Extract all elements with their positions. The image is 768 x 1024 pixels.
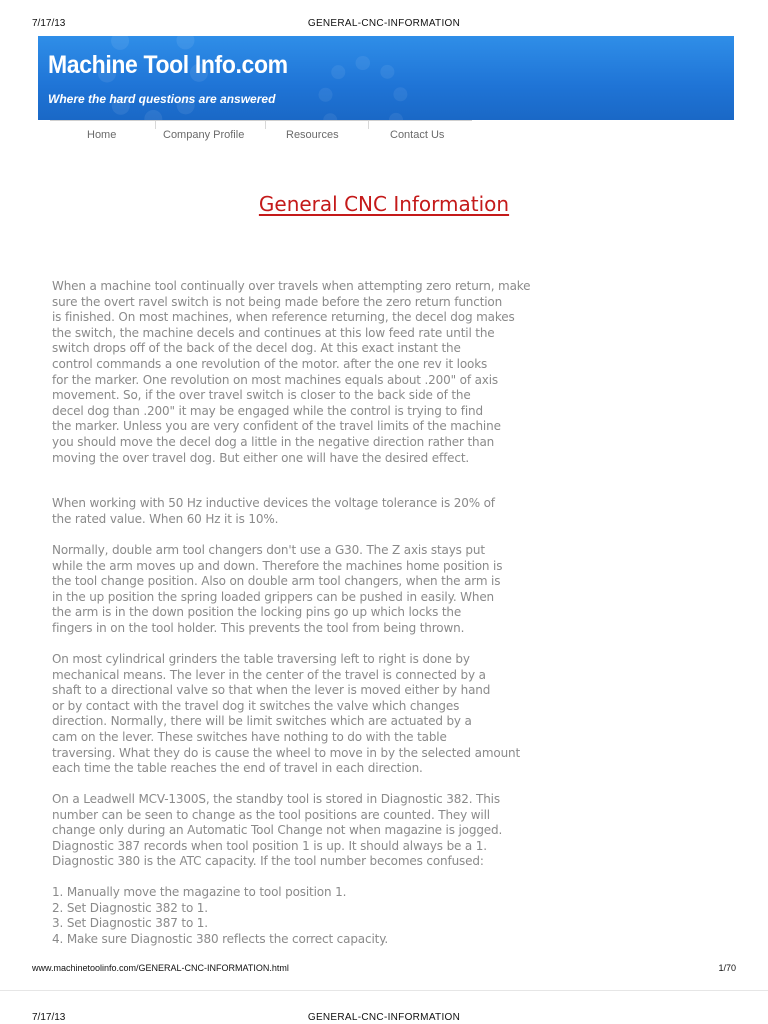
site-tagline: Where the hard questions are answered (48, 92, 276, 106)
paragraph-voltage-tolerance (52, 496, 532, 527)
print-footer-page-number: 1/70 (718, 963, 736, 973)
list-item: 2. Set Diagnostic 382 to 1. (52, 900, 208, 915)
text-line: the switch, the machine decels and continues at this low feed rate until the (52, 325, 495, 340)
text-line: switch drops off of the back of the decel dog. At this exact instant the (52, 341, 461, 356)
page-title: General CNC Information (258, 192, 510, 216)
text-line: you should move the decel dog a little in the negative direction rather than (52, 434, 495, 449)
text-line: number can be seen to change as the tool positions are counted. They will (52, 807, 490, 822)
list-item: 1. Manually move the magazine to tool position 1. (52, 885, 347, 899)
print-header-title: GENERAL-CNC-INFORMATION (307, 18, 461, 29)
nav-divider (265, 121, 266, 129)
paragraph-zero-return (52, 279, 532, 466)
text-line: decel dog than .200" it may be engaged while the control is trying to find (52, 403, 483, 418)
nav-item-company-profile[interactable]: Company Profile (163, 129, 245, 141)
nav-item-home[interactable]: Home (87, 129, 117, 141)
paragraph-leadwell (52, 792, 532, 870)
text-line: Diagnostic 387 records when tool position 1 is up. It should always be a 1. (52, 838, 487, 853)
print-header-date: 7/17/13 (32, 18, 66, 29)
text-line: shaft to a directional valve so that when the lever is moved either by hand (52, 683, 491, 698)
nav-divider (368, 121, 369, 129)
text-line: direction. Normally, there will be limit switches which are actuated by a (52, 714, 472, 729)
text-line: or by contact with the travel dog it switches the valve which changes (52, 698, 460, 713)
text-line: the arm is in the down position the locking pins go up which locks the (52, 605, 462, 620)
paragraph-cylindrical-grinders (52, 652, 532, 777)
text-line: fingers in on the tool holder. This prevents the tool from being thrown. (52, 620, 465, 635)
text-line: while the arm moves up and down. Therefore the machines home position is (52, 558, 503, 573)
text-line: When a machine tool continually over travels when attempting zero return, make (52, 279, 531, 293)
text-line: When working with 50 Hz inductive devices the voltage tolerance is 20% of (52, 496, 495, 510)
text-line: On a Leadwell MCV-1300S, the standby tool is stored in Diagnostic 382. This (52, 792, 500, 806)
site-banner (38, 36, 734, 120)
nav-item-resources[interactable]: Resources (286, 129, 339, 141)
text-line: control commands a one revolution of the motor. after the one rev it looks (52, 356, 488, 371)
text-line: the marker. Unless you are very confident of the travel limits of the machine (52, 419, 501, 434)
print-header-date: 7/17/13 (32, 1012, 66, 1023)
gear-decoration-icon (318, 56, 408, 120)
text-line: for the marker. One revolution on most machines equals about .200" of axis (52, 372, 499, 387)
main-nav (50, 120, 472, 150)
text-line: Normally, double arm tool changers don't use a G30. The Z axis stays put (52, 543, 485, 557)
text-line: On most cylindrical grinders the table traversing left to right is done by (52, 652, 470, 666)
site-title[interactable]: Machine Tool Info.com (48, 51, 288, 79)
text-line: the tool change position. Also on double arm tool changers, when the arm is (52, 574, 501, 589)
paragraph-tool-changers (52, 543, 532, 637)
text-line: sure the overt ravel switch is not being made before the zero return function (52, 294, 503, 309)
text-line: Diagnostic 380 is the ATC capacity. If the tool number becomes confused: (52, 854, 484, 869)
nav-divider (155, 121, 156, 129)
text-line: the rated value. When 60 Hz it is 10%. (52, 511, 279, 526)
text-line: in the up position the spring loaded grippers can be pushed in easily. When (52, 589, 495, 604)
list-item: 3. Set Diagnostic 387 to 1. (52, 916, 208, 931)
page-divider (0, 990, 768, 991)
text-line: moving the over travel dog. But either one will have the desired effect. (52, 450, 470, 465)
steps-list (52, 885, 532, 947)
nav-item-contact-us[interactable]: Contact Us (390, 129, 445, 141)
text-line: cam on the lever. These switches have nothing to do with the table (52, 729, 447, 744)
text-line: is finished. On most machines, when reference returning, the decel dog makes (52, 310, 515, 325)
list-item: 4. Make sure Diagnostic 380 reflects the correct capacity. (52, 931, 389, 946)
text-line: movement. So, if the over travel switch is closer to the back side of the (52, 388, 471, 403)
text-line: mechanical means. The lever in the center of the travel is connected by a (52, 667, 486, 682)
print-footer-url[interactable]: www.machinetoolinfo.com/GENERAL-CNC-INFORMATION.html (32, 963, 289, 973)
text-line: change only during an Automatic Tool Change not when magazine is jogged. (52, 823, 503, 838)
text-line: each time the table reaches the end of travel in each direction. (52, 761, 423, 776)
print-header-title: GENERAL-CNC-INFORMATION (307, 1012, 461, 1023)
text-line: traversing. What they do is cause the wheel to move in by the selected amount (52, 745, 521, 760)
